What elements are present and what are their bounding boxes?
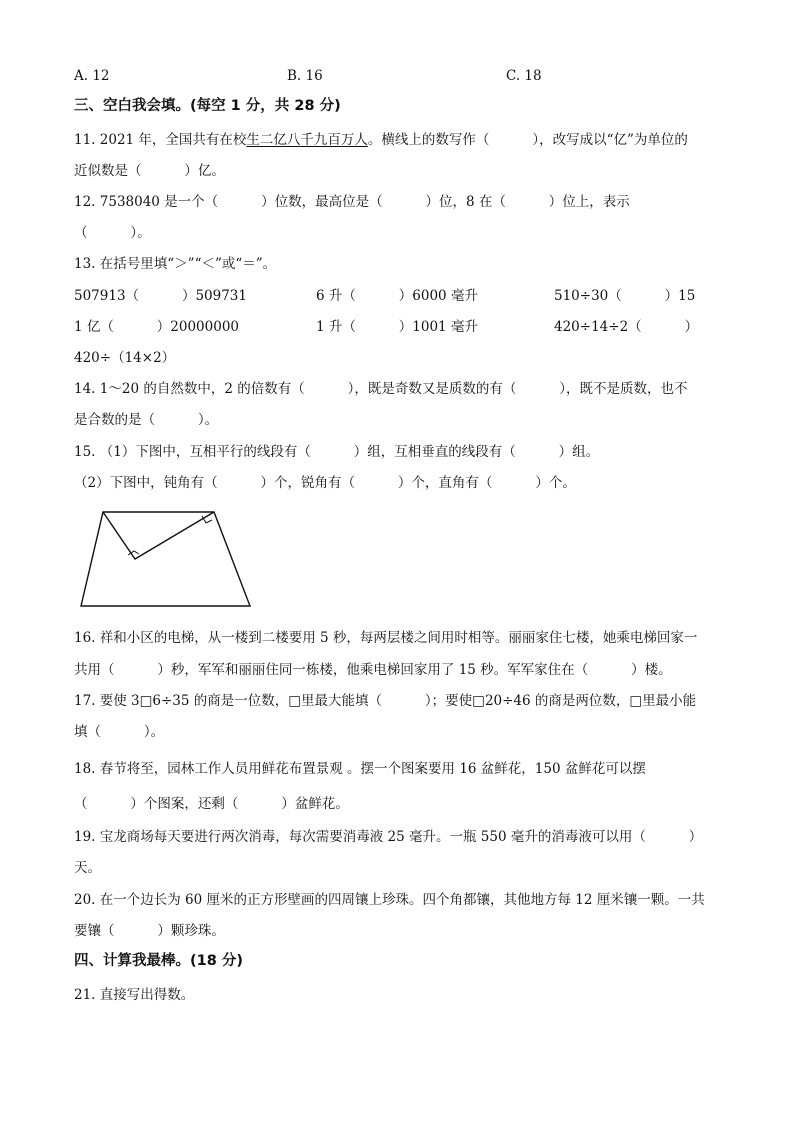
question-15-line-2: （2）下图中，钝角有（ ）个，锐角有（ ）个，直角有（ ）个。	[74, 475, 576, 491]
question-16-line-1: 16. 祥和小区的电梯，从一楼到二楼要用 5 秒，每两层楼之间用时相等。丽丽家住七楼，她乘电梯回家一	[74, 630, 698, 646]
question-20-line-1: 20. 在一个边长为 60 厘米的正方形壁画的四周镶上珍珠。四个角都镶，其他地方每 12 厘米镶一颗。一共	[74, 892, 705, 908]
q13-row2-col3: 420÷14÷2（ ）	[554, 319, 699, 335]
question-18-line-1: 18. 春节将至，园林工作人员用鲜花布置景观 。摆一个图案要用 16 盆鲜花，150 盆鲜花可以摆	[74, 761, 646, 777]
question-12-line-2: （ ）。	[74, 225, 151, 241]
question-20-line-2: 要镶（ ）颗珍珠。	[74, 923, 225, 939]
q13-row1-col1: 507913（ ）509731	[74, 288, 247, 304]
question-12-line-1: 12. 7538040 是一个（ ）位数，最高位是（ ）位，8 在（ ）位上，表示	[74, 194, 630, 210]
q13-row1-col2: 6 升（ ）6000 毫升	[316, 288, 478, 304]
question-16-line-2: 共用（ ）秒，军军和丽丽住同一栋楼，他乘电梯回家用了 15 秒。军军家住在（ ）楼。	[74, 662, 672, 678]
question-18-line-2: （ ）个图案，还剩（ ）盆鲜花。	[74, 796, 349, 812]
question-14-line-2: 是合数的是（ ）。	[74, 412, 219, 428]
section-3-heading: 三、空白我会填。(每空 1 分，共 28 分)	[74, 98, 341, 114]
right-angle-marker-top	[202, 516, 212, 523]
question-13-line-1: 13. 在括号里填“＞”“＜”或“＝”。	[74, 256, 277, 272]
q11-underlined-number: 生二亿八千九百万人	[246, 132, 368, 148]
q11-text-b: 。横线上的数写作（ ），改写成以“亿”为单位的	[367, 132, 688, 148]
question-11-line-2: 近似数是（ ）亿。	[74, 163, 225, 179]
option-c: C. 18	[506, 68, 542, 84]
question-21-line-1: 21. 直接写出得数。	[74, 987, 195, 1003]
question-19-line-1: 19. 宝龙商场每天要进行两次消毒，每次需要消毒液 25 毫升。一瓶 550 毫升的消毒液可以用（ ）	[74, 829, 703, 845]
q13-row2-col2: 1 升（ ）1001 毫升	[316, 319, 478, 335]
q13-row2-col1: 1 亿（ ）20000000	[74, 319, 240, 335]
option-b: B. 16	[287, 68, 323, 84]
question-19-line-2: 天。	[74, 860, 101, 876]
q13-row3: 420÷（14×2）	[74, 350, 176, 366]
question-17-line-1: 17. 要使 3□6÷35 的商是一位数，□里最大能填（ ）；要使□20÷46 的商是两位数，□里最小能	[74, 693, 697, 709]
inner-perpendicular-lines	[103, 512, 214, 559]
trapezoid-figure	[78, 508, 256, 610]
question-17-line-2: 填（ ）。	[74, 724, 165, 740]
section-4-heading: 四、计算我最棒。(18 分)	[74, 953, 243, 969]
option-a: A. 12	[74, 68, 110, 84]
question-15-line-1: 15. （1）下图中，互相平行的线段有（ ）组，互相垂直的线段有（ ）组。	[74, 444, 600, 460]
q11-text-a: 11. 2021 年，全国共有在校	[74, 132, 247, 148]
trapezoid-outline	[81, 512, 250, 606]
question-11-line-1	[74, 131, 688, 149]
q13-row1-col3: 510÷30（ ）15	[554, 288, 696, 304]
question-14-line-1: 14. 1～20 的自然数中，2 的倍数有（ ），既是奇数又是质数的有（ ），既不是质数，也不	[74, 381, 688, 397]
